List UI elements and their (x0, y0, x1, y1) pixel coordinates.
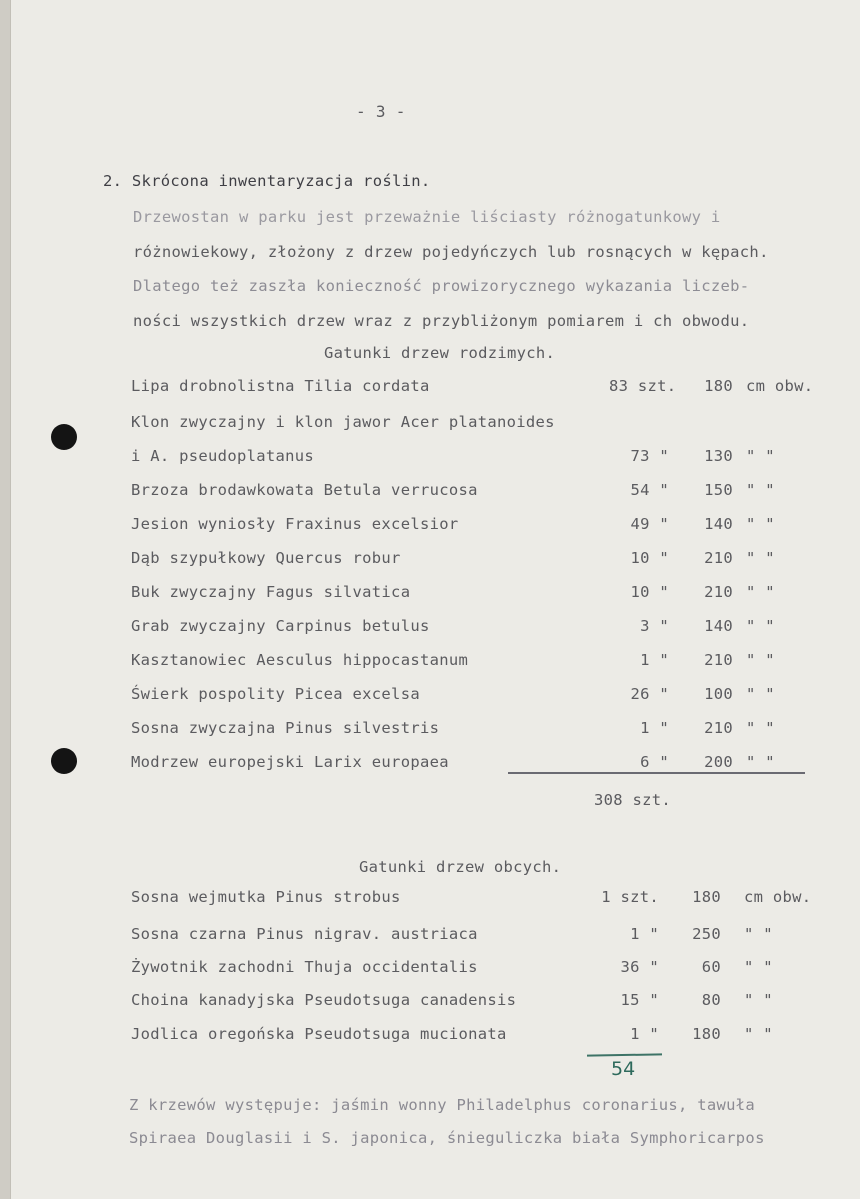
circumference-unit: " " (744, 958, 773, 976)
section-heading: 2. Skrócona inwentaryzacja roślin. (103, 172, 431, 190)
species-name: Lipa drobnolistna Tilia cordata (131, 377, 430, 395)
tree-count: 10 " (630, 583, 669, 601)
page-number: - 3 - (356, 102, 406, 121)
circumference: 100 (704, 685, 733, 703)
species-name: Buk zwyczajny Fagus silvatica (131, 583, 411, 601)
circumference: 130 (704, 447, 733, 465)
native-total: 308 szt. (594, 791, 672, 809)
circumference-unit: " " (746, 481, 775, 499)
circumference: 210 (704, 583, 733, 601)
species-name: Grab zwyczajny Carpinus betulus (131, 617, 430, 635)
circumference-unit: " " (746, 719, 775, 737)
intro-line: Dlatego też zaszła konieczność prowizorycznego wykazania liczeb- (133, 277, 750, 295)
native-sum-rule (508, 772, 805, 774)
foreign-species-heading: Gatunki drzew obcych. (359, 858, 562, 876)
circumference-unit: " " (746, 753, 775, 771)
circumference: 140 (704, 515, 733, 533)
species-name: Modrzew europejski Larix europaea (131, 753, 449, 771)
tree-count: 49 " (630, 515, 669, 533)
circumference-unit: cm obw. (746, 377, 814, 395)
circumference: 200 (704, 753, 733, 771)
species-name: Świerk pospolity Picea excelsa (131, 685, 420, 703)
tree-count: 83 szt. (609, 377, 677, 395)
native-species-heading: Gatunki drzew rodzimych. (324, 344, 556, 362)
species-name: Choina kanadyjska Pseudotsuga canadensis (131, 991, 517, 1009)
species-name: Kasztanowiec Aesculus hippocastanum (131, 651, 469, 669)
intro-line: ności wszystkich drzew wraz z przybliżonym pomiarem i ch obwodu. (133, 312, 750, 330)
tree-count: 73 " (630, 447, 669, 465)
punch-hole-bottom (51, 748, 77, 774)
species-name: i A. pseudoplatanus (131, 447, 315, 465)
species-name: Jodlica oregońska Pseudotsuga mucionata (131, 1025, 507, 1043)
tree-count: 6 " (640, 753, 669, 771)
tree-count: 1 " (630, 1025, 659, 1043)
circumference: 180 (704, 377, 733, 395)
circumference: 60 (701, 958, 721, 976)
circumference-unit: " " (746, 617, 775, 635)
tree-count: 1 " (630, 925, 659, 943)
circumference: 210 (704, 549, 733, 567)
intro-line: Drzewostan w parku jest przeważnie liściasty różnogatunkowy i (133, 208, 721, 226)
tree-count: 1 szt. (601, 888, 659, 906)
closing-line: Spiraea Douglasii i S. japonica, śnieguliczka biała Symphoricarpos (129, 1129, 765, 1147)
tree-count: 1 " (640, 651, 669, 669)
punch-hole-top (51, 424, 77, 450)
circumference: 250 (692, 925, 721, 943)
species-name: Sosna czarna Pinus nigrav. austriaca (131, 925, 478, 943)
species-name: Żywotnik zachodni Thuja occidentalis (131, 958, 478, 976)
intro-line: różnowiekowy, złożony z drzew pojedyńczych lub rosnących w kępach. (133, 243, 769, 261)
species-name: Sosna wejmutka Pinus strobus (131, 888, 401, 906)
circumference: 150 (704, 481, 733, 499)
species-name: Klon zwyczajny i klon jawor Acer platanoides (131, 413, 555, 431)
circumference-unit: " " (744, 991, 773, 1009)
species-name: Dąb szypułkowy Quercus robur (131, 549, 401, 567)
tree-count: 15 " (620, 991, 659, 1009)
circumference-unit: " " (746, 549, 775, 567)
foreign-total-handwritten: 54 (611, 1058, 636, 1080)
circumference-unit: " " (746, 515, 775, 533)
circumference-unit: " " (746, 583, 775, 601)
foreign-sum-rule (587, 1053, 662, 1056)
circumference-unit: " " (746, 447, 775, 465)
circumference: 180 (692, 888, 721, 906)
species-name: Sosna zwyczajna Pinus silvestris (131, 719, 440, 737)
document-page (10, 0, 860, 1199)
closing-line: Z krzewów występuje: jaśmin wonny Philadelphus coronarius, tawuła (129, 1096, 756, 1114)
tree-count: 3 " (640, 617, 669, 635)
species-name: Jesion wyniosły Fraxinus excelsior (131, 515, 459, 533)
circumference-unit: " " (744, 1025, 773, 1043)
circumference-unit: " " (746, 685, 775, 703)
tree-count: 54 " (630, 481, 669, 499)
tree-count: 36 " (620, 958, 659, 976)
tree-count: 1 " (640, 719, 669, 737)
circumference-unit: cm obw. (744, 888, 812, 906)
tree-count: 10 " (630, 549, 669, 567)
circumference: 180 (692, 1025, 721, 1043)
species-name: Brzoza brodawkowata Betula verrucosa (131, 481, 478, 499)
circumference-unit: " " (744, 925, 773, 943)
circumference: 80 (701, 991, 721, 1009)
tree-count: 26 " (630, 685, 669, 703)
circumference: 210 (704, 651, 733, 669)
circumference: 210 (704, 719, 733, 737)
circumference: 140 (704, 617, 733, 635)
circumference-unit: " " (746, 651, 775, 669)
